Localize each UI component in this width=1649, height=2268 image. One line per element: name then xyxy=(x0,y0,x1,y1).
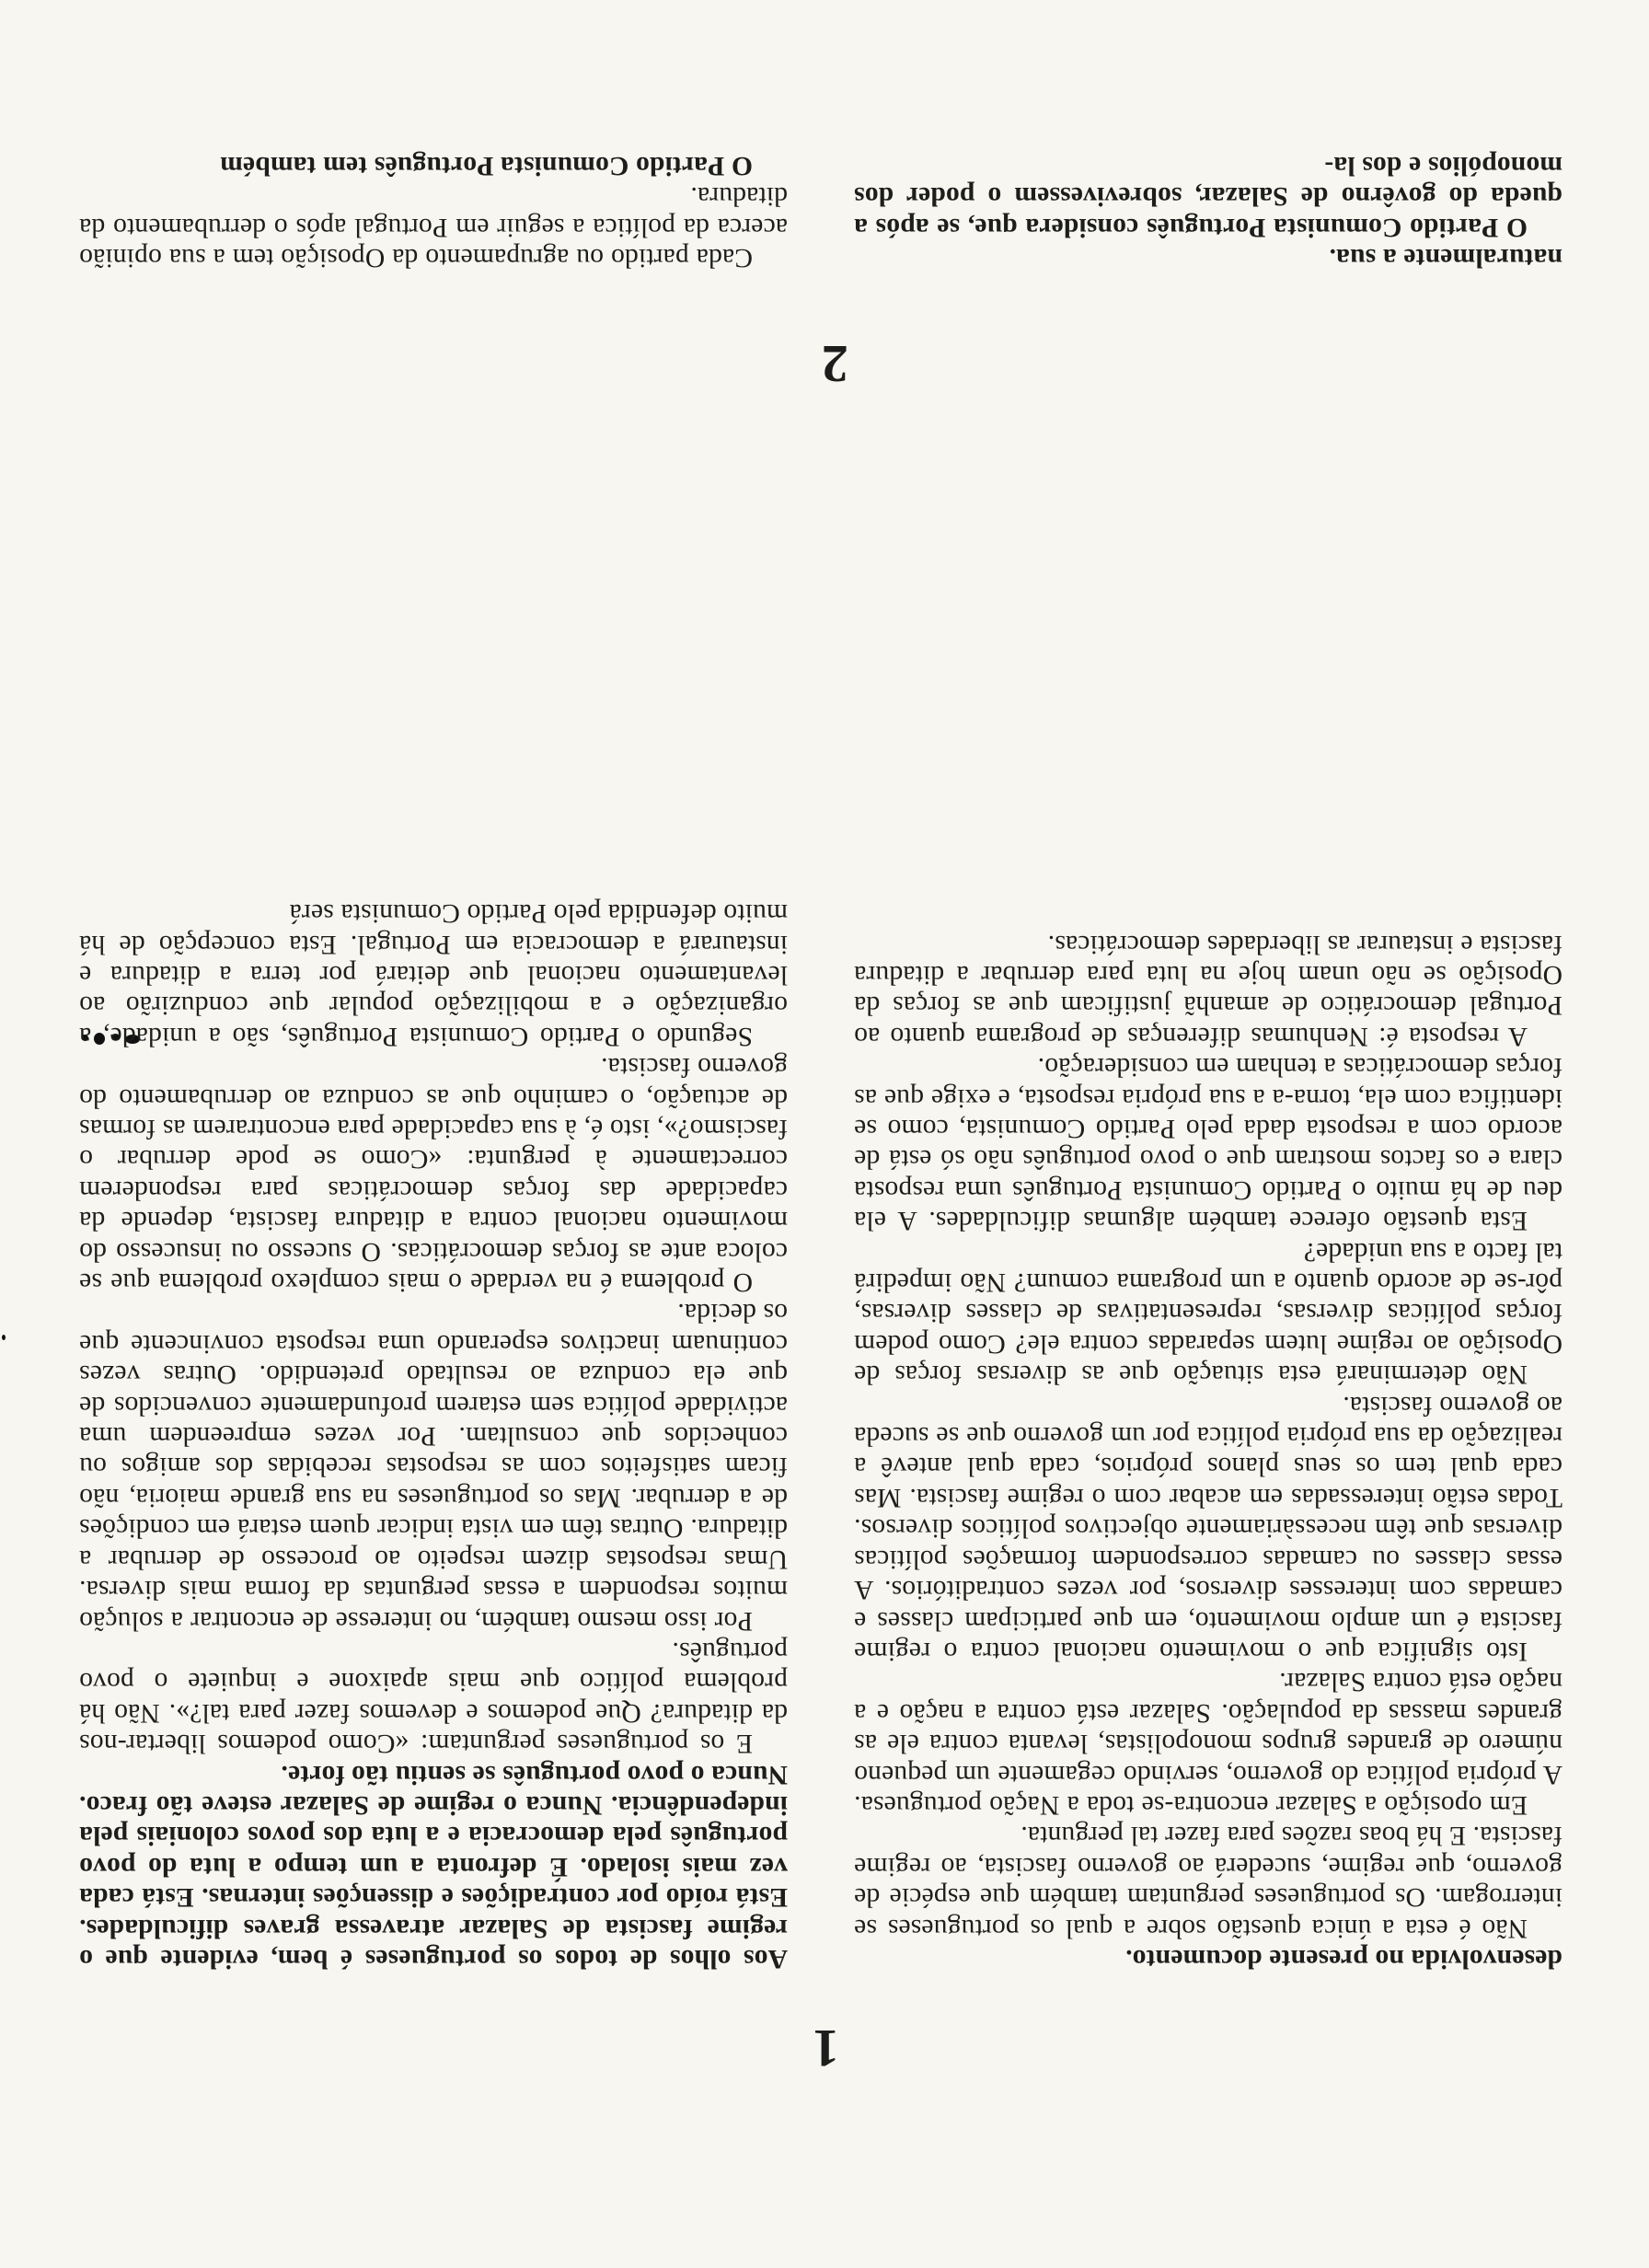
paragraph: O Partido Comunista Português considera que, se após a queda do govêrno de Salazar, sobrevivessem o poder dos monopólios e dos la- xyxy=(854,150,1563,242)
paragraph: E os portugueses perguntam: «Como podemos libertar-nos da ditadura? Que podemos e devemos fazer para tal?». Não há problema político que mais apaixone e inquiete o povo português. xyxy=(79,1636,788,1759)
paragraph: O problema é na verdade o mais complexo problema que se coloca ante as forças democráticas. O sucesso ou insucesso do movimento nacional contra a ditadura fascista, depende da capacidade das forças democráticas para responderem correctamente à pergunta: «Como se pode derrubar o fascismo?», isto é, à sua capacidade para encontrarem as formas de actuação, o caminho que as conduza ao derrubamento do governo fascista. xyxy=(79,1052,788,1298)
paragraph: Cada partido ou agrupamento da Oposição tem a sua opinião acerca da política a seguir em Portugal após o derrubamento da ditadura. xyxy=(79,181,788,272)
paragraph: desenvolvida no presente documento. xyxy=(1125,1944,1563,1973)
block1-left-column xyxy=(79,897,788,1973)
section-number-1: 1 xyxy=(813,2019,839,2078)
paragraph: Não é esta a única questão sobre a qual os portugueses se interrogam. Os portugueses perguntam também que espécie de governo, que regime, sucederá ao governo fascista, ao regime fascista. E há boas razões para fazer tal pergunta. xyxy=(854,1821,1563,1943)
paragraph: naturalmente a sua. xyxy=(1329,243,1563,272)
paragraph: Isto significa que o movimento nacional contra o regime fascista é um amplo movimento, em que participam classes e camadas com interesses diversos, por vezes contraditórios. A essas classes ou camadas correspondem formações políticas diversas que têm necessàriamente objectivos políticos diversos. Todas estão interessadas em acabar com o regime fascista. Mas cada qual tem os seus planos próprios, cada qual antevê a realização da sua própria política por um governo que se suceda ao governo fascista. xyxy=(854,1390,1563,1666)
paragraph: Esta questão oferece também algumas dificuldades. A ela deu de há muito o Partido Comunista Português uma resposta clara e os factos mostram que o povo português não só está de acordo com a resposta dada pelo Partido Comunista, como se identifica com ela, torna-a a sua própria resposta, e exige que as forças democráticas a tenham em consideração. xyxy=(854,1052,1563,1236)
paragraph: Aos olhos de todos os portugueses é bem, evidente que o regime fascista de Salazar atravessa graves dificuldades. Está roído por contradições e dissenções internas. Está cada vez mais isolado. É defronta a um tempo a luta do povo português pela democracia e a luta dos povos coloniais pela independência. Nunca o regime de Salazar esteve tão fraco. Nunca o povo português se sentiu tão forte. xyxy=(79,1759,788,1973)
paragraph: A resposta é: Nenhumas diferenças de programa quanto ao Portugal democrático de amanhã justificam que as forças da Oposição se não unam hoje na luta para derrubar a ditadura fascista e instaurar as liberdades democráticas. xyxy=(854,929,1563,1051)
section-number-2: 2 xyxy=(822,334,848,394)
block2-right-column xyxy=(854,149,1563,272)
paragraph: Não determinará esta situação que as diversas forças de Oposição ao regime lutem separadas contra ele? Como podem forças políticas diversas, representativas de classes diversas, pôr-se de acordo quanto a um programa comum? Não impedirá tal facto a sua unidade? xyxy=(854,1236,1563,1390)
paragraph: Por isso mesmo também, no interesse de encontrar a solução muitos respondem a essas perguntas da forma mais diversa. Umas respostas dizem respeito ao processo de derrubar a ditadura. Outras têm em vista indicar quem estará em condições de a derrubar. Mas os portugueses na sua grande maioria, não ficam satisfeitos com as respostas recebidas dos amigos ou conhecidos que consultam. Por vezes empreendem uma actividade política sem estarem profundamente convencidos de que ela conduza ao resultado pretendido. Outras vezes continuam inactivos esperando uma resposta convincente que os decida. xyxy=(79,1298,788,1636)
paragraph: O Partido Comunista Português tem também xyxy=(220,150,753,180)
block2-left-column xyxy=(79,149,788,272)
scan-mark xyxy=(2,1335,6,1340)
paragraph: Em oposição a Salazar encontra-se toda a Nação portuguesa. A própria política do governo, servindo cegamente um pequeno número de grandes grupos monopolistas, levanta contra ele as grandes massas da população. Salazar está contra a nação e a nação está contra Salazar. xyxy=(854,1667,1563,1820)
block1-right-column xyxy=(854,928,1563,1973)
paragraph: Segundo o Partido Comunista Português, são a unidade, a organização e a mobilização popular que conduzirão ao levantamento nacional que deitará por terra a ditadura e instaurará a democracia em Portugal. Esta concepção de há muito defendida pelo Partido Comunista será xyxy=(79,898,788,1051)
